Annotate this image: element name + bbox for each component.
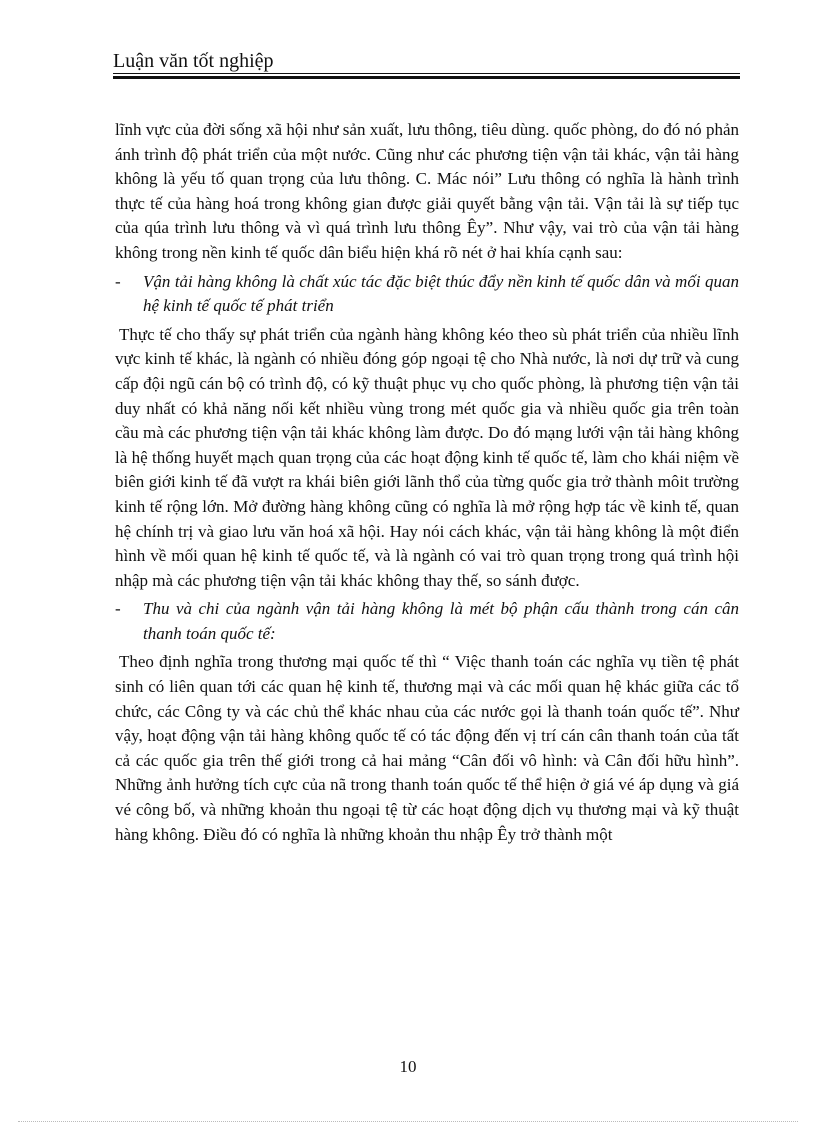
page-number: 10 xyxy=(399,1057,417,1076)
header-rule-thick xyxy=(113,76,740,79)
bullet-text-2: Thu và chi của ngành vận tải hàng không là mét bộ phận cấu thành trong cán cân thanh toán quốc tế: xyxy=(143,599,739,643)
bullet-dash: - xyxy=(115,271,121,291)
paragraph-1: lĩnh vực của đời sống xã hội như sản xuất, lưu thông, tiêu dùng. quốc phòng, do đó nó phản ánh trình độ phát triển của một nước. Cũng như các phương tiện vận tải khác, vận tải hàng không là yếu tố quan trọng của lưu thông. C. Mác nói” Lưu thông có nghĩa là hành trình thực tế của hàng hoá trong không gian được giải quyết bằng vận tải. Vận tải là sự tiếp tục của qúa trình lưu thông và vì quá trình lưu thông Êy”. Như vậy, vai trò của vận tải hàng không trong nền kinh tế quốc dân biểu hiện khá rõ nét ở hai khía cạnh sau: xyxy=(115,120,739,262)
paragraph-2: Thực tế cho thấy sự phát triển của ngành hàng không kéo theo sù phát triển của nhiều lĩnh vực kinh tế khác, là ngành có nhiều đóng góp ngoại tệ cho Nhà nước, là nơi dự trữ và cung cấp đội ngũ cán bộ có trình độ, có kỹ thuật phục vụ cho quốc phòng, là phương tiện vận tải duy nhất có khả năng nối kết nhiều vùng trong mét quốc gia và nhiều quốc gia trên toàn cầu mà các phương tiện vận tải khác không làm được. Do đó mạng lưới vận tải hàng không là hệ thống huyết mạch quan trọng của các hoạt động kinh tế quốc tế, làm cho khái niệm về biên giới kinh tế đã vượt ra khái biên giới lãnh thổ của từng quốc gia trở thành môit trường kinh tế rộng lớn. Mở đường hàng không cũng có nghĩa là mở rộng hợp tác về kinh tế, quan hệ chính trị và giao lưu văn hoá xã hội. Hay nói cách khác, vận tải hàng không là một điển hình về mối quan hệ kinh tế quốc tế, và là ngành có vai trò quan trọng trong quá trình hội nhập mà các phương tiện vận tải khác không thay thế, so sánh được. xyxy=(115,324,739,590)
document-body xyxy=(115,118,739,847)
page-bottom-edge xyxy=(18,1121,798,1122)
page-header-title: Luận văn tốt nghiệp xyxy=(113,50,274,72)
bullet-item-2 xyxy=(115,597,739,646)
header-rule-thin xyxy=(113,73,740,74)
bullet-text-1: Vận tải hàng không là chất xúc tác đặc biệt thúc đẩy nền kinh tế quốc dân và mối quan hệ kinh tế quốc tế phát triển xyxy=(143,271,739,316)
bullet-dash: - xyxy=(115,599,121,619)
bullet-item-1 xyxy=(115,270,739,319)
paragraph-3: Theo định nghĩa trong thương mại quốc tế thì “ Việc thanh toán các nghĩa vụ tiền tệ phát sinh có liên quan tới các quan hệ kinh tế, thương mại và các mối quan hệ khác giữa các tổ chức, các Công ty và các chủ thể khác nhau của các nước gọi là thanh toán quốc tế”. Như vậy, hoạt động vận tải hàng không quốc tế có tác động đến vị trí cán cân thanh toán của tất cả các quốc gia trên thế giới trong cả hai mảng “Cân đối vô hình: và Cân đối hữu hình”. Những ảnh hưởng tích cực của nã trong thanh toán quốc tế thể hiện ở giá vé áp dụng và giá vé công bố, và những khoản thu ngoại tệ từ các hoạt động dịch vụ thương mại và kỹ thuật hàng không. Điều đó có nghĩa là những khoản thu nhập Êy trở thành một xyxy=(115,652,739,844)
